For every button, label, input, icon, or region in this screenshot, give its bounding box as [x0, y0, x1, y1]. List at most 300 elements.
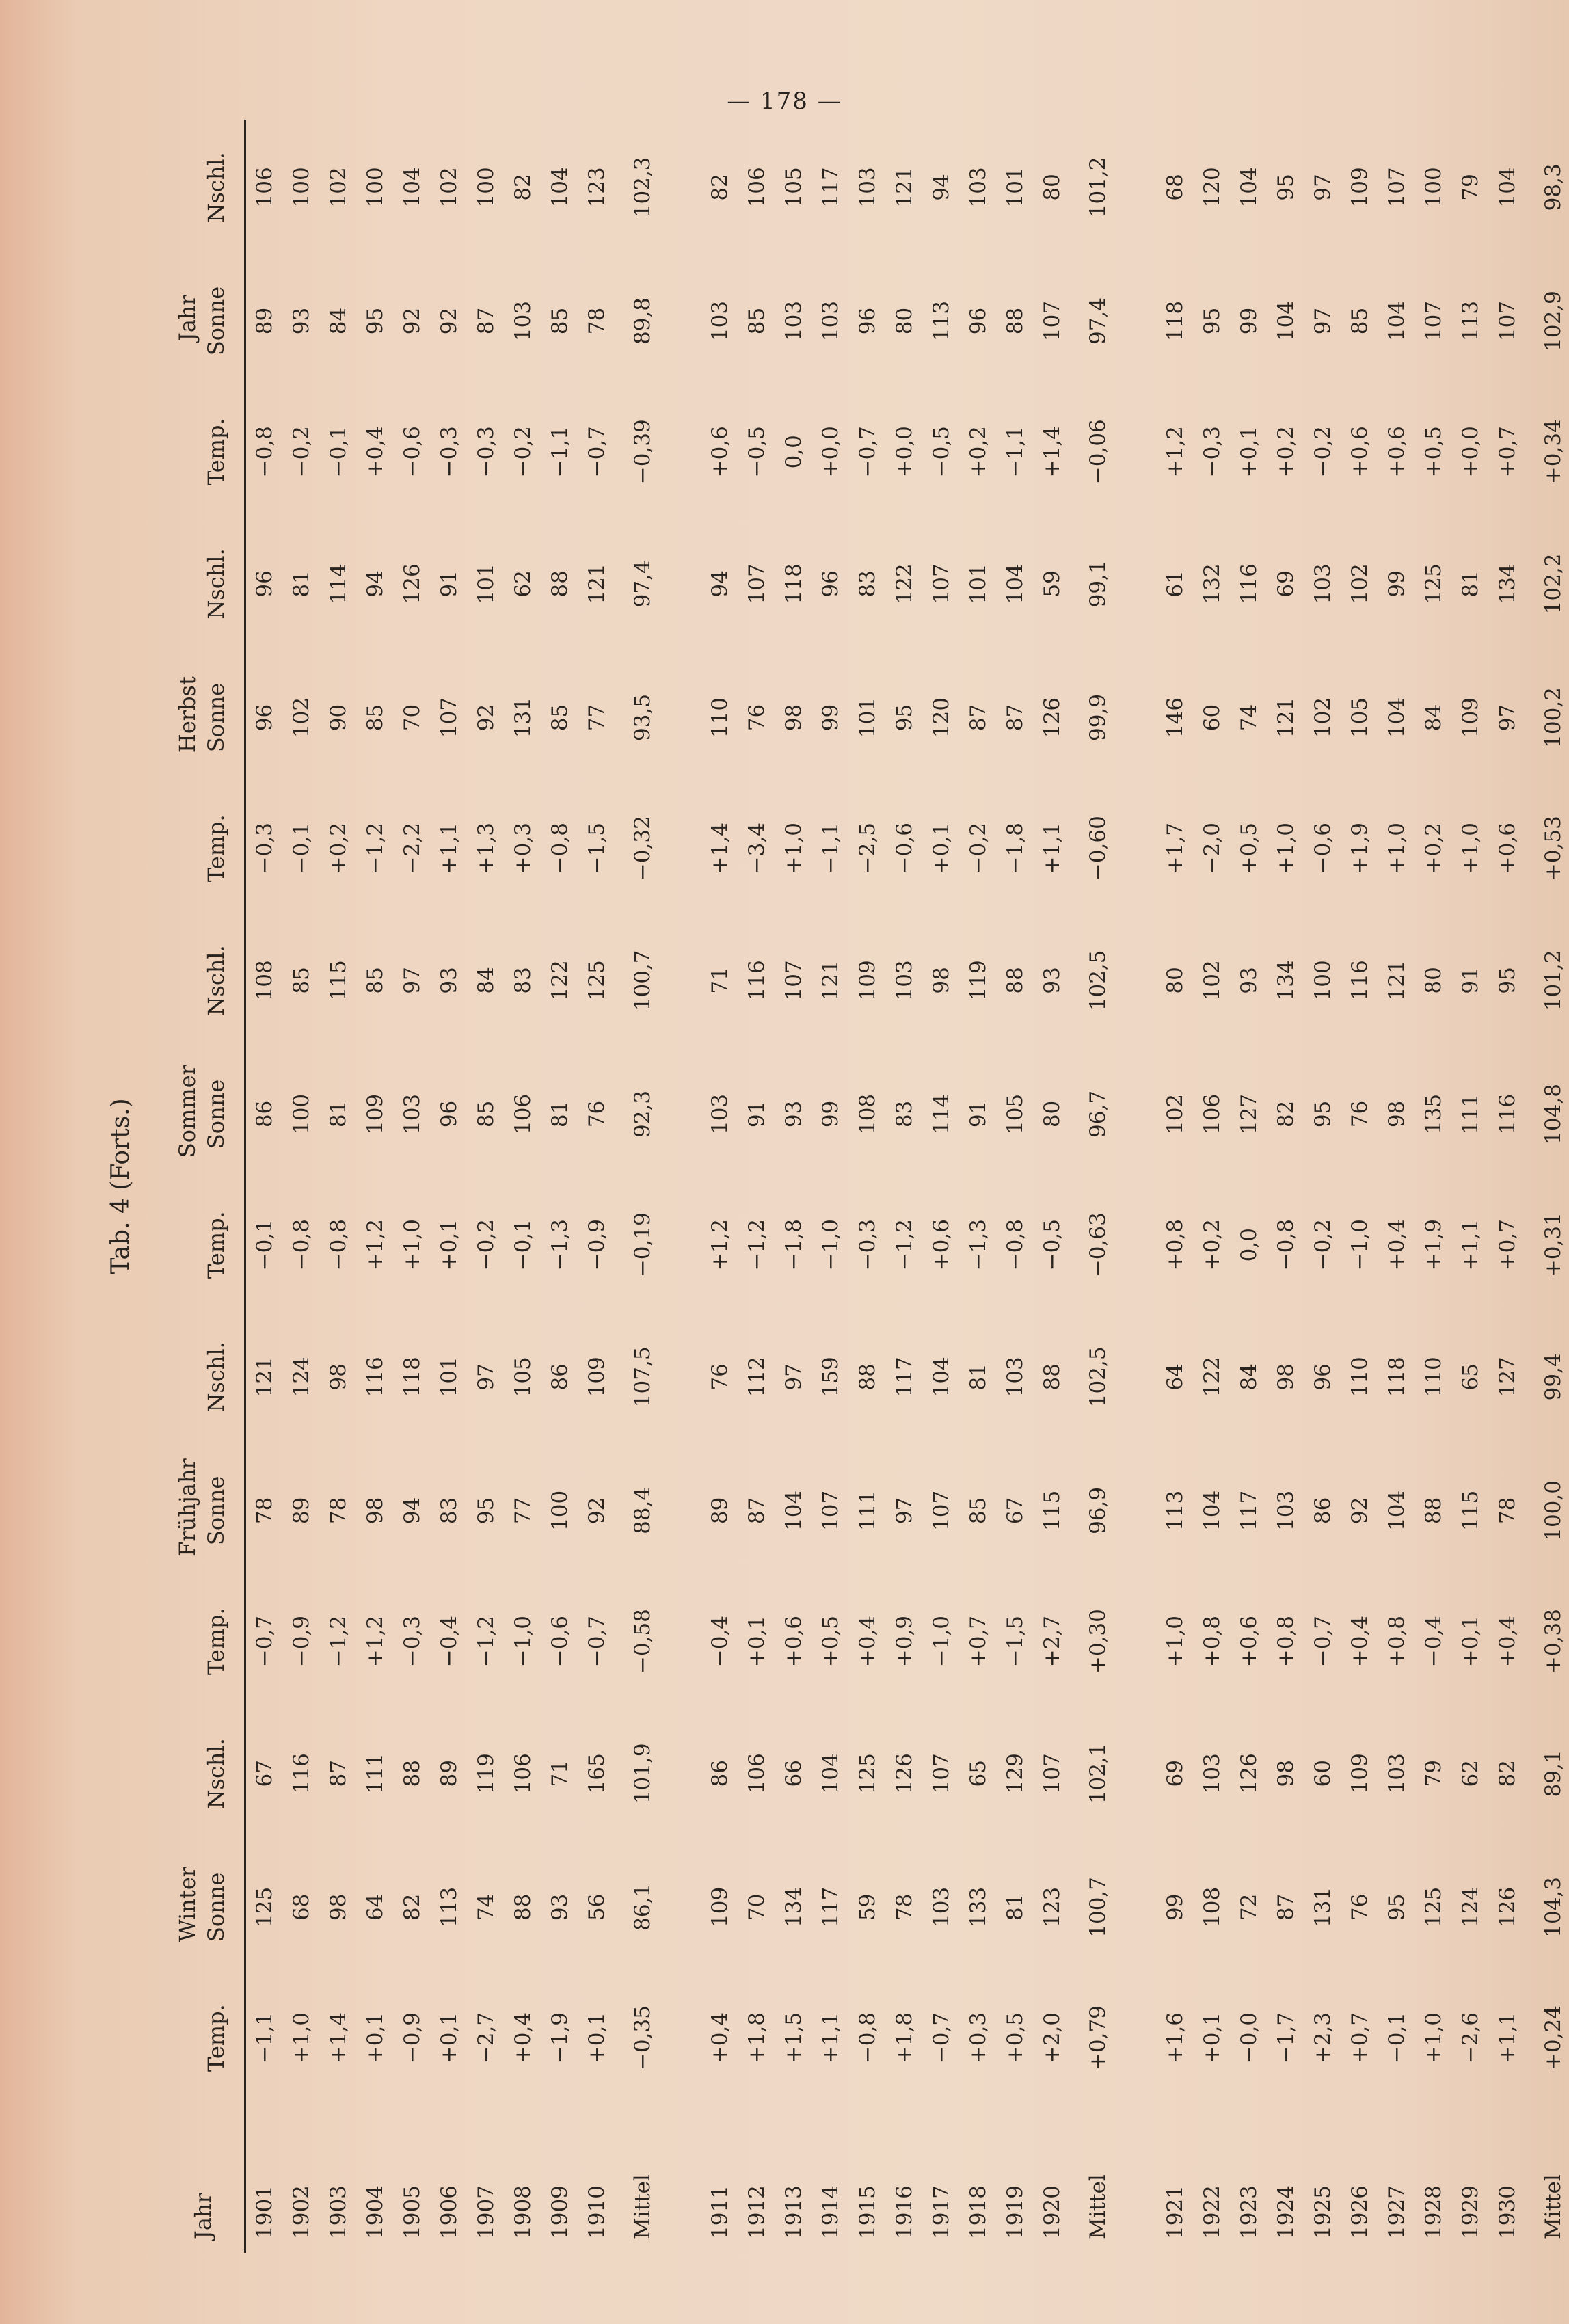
sub-header-cell: Temp.	[203, 2004, 229, 2072]
value-cell: +0,8	[1200, 1616, 1224, 1668]
table-row	[1378, 120, 1415, 2253]
value-cell: +0,0	[818, 426, 843, 478]
year-cell: 1926	[1347, 2185, 1372, 2239]
value-cell: 101	[474, 563, 498, 604]
value-cell: −1,0	[929, 1616, 954, 1668]
value-cell: 86,1	[630, 1883, 655, 1931]
value-cell: +0,5	[1421, 426, 1446, 478]
value-cell: +1,6	[1163, 2012, 1188, 2064]
value-cell: +1,0	[289, 2012, 314, 2064]
value-cell: −0,3	[437, 426, 461, 478]
value-cell: 98	[1274, 1363, 1298, 1391]
value-cell: 89,8	[630, 297, 655, 345]
value-cell: −1,2	[892, 1219, 917, 1271]
value-cell: −2,2	[400, 823, 425, 874]
value-cell: 95	[1274, 174, 1298, 201]
value-cell: 102,5	[1086, 1346, 1110, 1408]
value-cell: 88	[511, 1893, 535, 1921]
value-cell: 96	[855, 307, 880, 335]
value-cell: −0,5	[929, 426, 954, 478]
table-row	[849, 120, 886, 2253]
value-cell: 97	[1311, 307, 1335, 335]
value-cell: 119	[966, 960, 991, 1001]
value-cell: +1,0	[1384, 823, 1409, 874]
value-cell: 85	[966, 1497, 991, 1525]
value-cell: −1,1	[252, 2012, 277, 2064]
value-cell: 126	[1040, 697, 1064, 738]
value-cell: 93	[289, 307, 314, 335]
value-cell: 59	[855, 1893, 880, 1921]
value-cell: 125	[585, 960, 609, 1001]
value-cell: 116	[1347, 960, 1372, 1001]
value-cell: 0,0	[1237, 1228, 1261, 1262]
table-row	[1304, 120, 1341, 2253]
value-cell: −0,1	[1384, 2012, 1409, 2064]
value-cell: +0,5	[818, 1616, 843, 1668]
value-cell: 123	[585, 167, 609, 208]
value-cell: 127	[1495, 1357, 1520, 1398]
table-row	[997, 120, 1034, 2253]
value-cell: 83	[855, 570, 880, 598]
year-cell: 1911	[708, 2185, 732, 2239]
value-cell: 93	[781, 1100, 806, 1128]
value-cell: +0,5	[1237, 823, 1261, 874]
value-cell: 113	[929, 300, 954, 342]
value-cell: 82	[400, 1893, 425, 1921]
value-cell: −0,1	[289, 823, 314, 874]
value-cell: 121	[585, 563, 609, 604]
value-cell: 62	[511, 570, 535, 598]
value-cell: 104	[400, 167, 425, 208]
value-cell: 76	[1347, 1893, 1372, 1921]
value-cell: 83	[511, 967, 535, 994]
value-cell: +1,1	[437, 823, 461, 874]
value-cell: −0,32	[630, 816, 655, 881]
spacer-row	[1125, 120, 1157, 2253]
table-row	[701, 120, 738, 2253]
value-cell: 125	[1421, 1886, 1446, 1927]
value-cell: +0,1	[437, 1219, 461, 1271]
value-cell: +0,4	[511, 2012, 535, 2064]
mean-row	[1526, 120, 1569, 2253]
value-cell: −1,5	[585, 823, 609, 874]
value-cell: 122	[892, 563, 917, 604]
value-cell: 79	[1421, 1760, 1446, 1787]
value-cell: 115	[1040, 1490, 1064, 1531]
value-cell: 81	[326, 1100, 351, 1128]
mean-row	[1071, 120, 1125, 2253]
value-cell: 95	[892, 704, 917, 732]
year-cell: 1918	[966, 2185, 991, 2239]
value-cell: +0,7	[1495, 1219, 1520, 1271]
table-row	[886, 120, 923, 2253]
value-cell: 98	[326, 1363, 351, 1391]
sub-header-cell: Nschl.	[203, 945, 229, 1016]
sub-header-cell: Nschl.	[203, 548, 229, 619]
value-cell: 104	[1003, 563, 1028, 604]
value-cell: +1,2	[708, 1219, 732, 1271]
value-cell: 110	[1347, 1357, 1372, 1398]
value-cell: 132	[1200, 563, 1224, 604]
value-cell: 65	[1458, 1363, 1483, 1391]
table-caption: Tab. 4 (Forts.)	[107, 1098, 135, 1274]
value-cell: 80	[1421, 967, 1446, 994]
value-cell: 87	[1274, 1893, 1298, 1921]
value-cell: −2,6	[1458, 2012, 1483, 2064]
value-cell: 102	[289, 697, 314, 738]
value-cell: +0,8	[1384, 1616, 1409, 1668]
value-cell: 81	[966, 1363, 991, 1391]
value-cell: 80	[892, 307, 917, 335]
year-column-header: Jahr	[190, 2193, 216, 2239]
value-cell: −1,3	[548, 1219, 572, 1271]
value-cell: 131	[1311, 1886, 1335, 1927]
value-cell: +0,1	[363, 2012, 388, 2064]
year-cell: 1904	[363, 2185, 388, 2239]
value-cell: +1,8	[892, 2012, 917, 2064]
value-cell: +0,30	[1086, 1609, 1110, 1674]
value-cell: −0,8	[1003, 1219, 1028, 1271]
value-cell: 86	[708, 1760, 732, 1787]
value-cell: 104	[1384, 1490, 1409, 1531]
value-cell: −1,2	[363, 823, 388, 874]
value-cell: +0,1	[929, 823, 954, 874]
value-cell: 94	[363, 570, 388, 598]
value-cell: 97	[474, 1363, 498, 1391]
value-cell: 74	[474, 1893, 498, 1921]
value-cell: 83	[892, 1100, 917, 1128]
value-cell: 96	[252, 570, 277, 598]
table-row	[320, 120, 357, 2253]
year-cell: 1929	[1458, 2185, 1483, 2239]
value-cell: 92	[400, 307, 425, 335]
value-cell: 106	[745, 1753, 769, 1794]
year-cell: 1921	[1163, 2185, 1188, 2239]
sub-header-cell: Temp.	[203, 1607, 229, 1676]
value-cell: 81	[548, 1100, 572, 1128]
value-cell: 117	[818, 1886, 843, 1927]
value-cell: +1,2	[363, 1219, 388, 1271]
value-cell: 89	[289, 1497, 314, 1525]
value-cell: 59	[1040, 570, 1064, 598]
value-cell: 85	[289, 967, 314, 994]
value-cell: 99,4	[1541, 1353, 1566, 1401]
value-cell: 122	[1200, 1357, 1224, 1398]
year-cell: 1930	[1495, 2185, 1520, 2239]
year-cell: 1908	[511, 2185, 535, 2239]
value-cell: 82	[708, 174, 732, 201]
value-cell: +0,1	[1458, 1616, 1483, 1668]
value-cell: 93	[548, 1893, 572, 1921]
value-cell: 70	[400, 704, 425, 732]
table-row	[578, 120, 615, 2253]
value-cell: +2,0	[1040, 2012, 1064, 2064]
value-cell: 77	[511, 1497, 535, 1525]
value-cell: 104	[1384, 697, 1409, 738]
table-row	[1268, 120, 1304, 2253]
value-cell: 97	[892, 1497, 917, 1525]
value-cell: 85	[363, 704, 388, 732]
value-cell: 96,9	[1086, 1486, 1110, 1534]
value-cell: 107	[1384, 167, 1409, 208]
value-cell: 97	[781, 1363, 806, 1391]
value-cell: 95	[474, 1497, 498, 1525]
value-cell: 107	[437, 697, 461, 738]
value-cell: 89	[437, 1760, 461, 1787]
value-cell: +0,4	[363, 426, 388, 478]
value-cell: 88	[1003, 967, 1028, 994]
value-cell: 101	[966, 563, 991, 604]
value-cell: −0,2	[966, 823, 991, 874]
value-cell: 95	[363, 307, 388, 335]
value-cell: +0,0	[892, 426, 917, 478]
rotated-table-area	[100, 120, 1566, 2253]
climate-table	[162, 120, 1569, 2253]
value-cell: 89,1	[1541, 1750, 1566, 1798]
value-cell: −0,2	[474, 1219, 498, 1271]
year-cell: 1902	[289, 2185, 314, 2239]
value-cell: 104	[1384, 300, 1409, 342]
year-cell: 1915	[855, 2185, 880, 2239]
table-body	[245, 120, 1569, 2253]
value-cell: 108	[855, 1093, 880, 1135]
sub-header-cell: Nschl.	[203, 152, 229, 223]
value-cell: 65	[966, 1760, 991, 1787]
value-cell: 95	[1200, 307, 1224, 335]
value-cell: −1,7	[1274, 2012, 1298, 2064]
value-cell: 98	[326, 1893, 351, 1921]
value-cell: −1,2	[474, 1616, 498, 1668]
value-cell: 78	[585, 307, 609, 335]
value-cell: 104	[818, 1753, 843, 1794]
value-cell: 107,5	[630, 1346, 655, 1408]
value-cell: 93	[437, 967, 461, 994]
value-cell: +1,1	[1040, 823, 1064, 874]
value-cell: 106	[1200, 1093, 1224, 1135]
value-cell: 117	[892, 1357, 917, 1398]
value-cell: 92	[1347, 1497, 1372, 1525]
value-cell: −1,2	[326, 1616, 351, 1668]
value-cell: 84	[474, 967, 498, 994]
value-cell: 88,4	[630, 1486, 655, 1534]
value-cell: 97	[400, 967, 425, 994]
value-cell: 105	[1003, 1093, 1028, 1135]
value-cell: −1,0	[818, 1219, 843, 1271]
value-cell: −0,19	[630, 1212, 655, 1278]
value-cell: 108	[1200, 1886, 1224, 1927]
value-cell: 118	[781, 563, 806, 604]
value-cell: −0,4	[708, 1616, 732, 1668]
value-cell: −0,7	[929, 2012, 954, 2064]
value-cell: 103	[1384, 1753, 1409, 1794]
value-cell: +1,0	[1458, 823, 1483, 874]
year-cell: Mittel	[1086, 2174, 1110, 2239]
value-cell: 94	[400, 1497, 425, 1525]
value-cell: 82	[1495, 1760, 1520, 1787]
value-cell: 89	[252, 307, 277, 335]
value-cell: −0,5	[1040, 1219, 1064, 1271]
value-cell: 103	[929, 1886, 954, 1927]
value-cell: 100	[548, 1490, 572, 1531]
value-cell: −1,9	[548, 2012, 572, 2064]
value-cell: 64	[1163, 1363, 1188, 1391]
value-cell: −1,8	[781, 1219, 806, 1271]
group-header-sommer: Sommer	[174, 1065, 200, 1158]
sub-header-cell: Nschl.	[203, 1341, 229, 1413]
value-cell: −0,8	[1274, 1219, 1298, 1271]
value-cell: 106	[745, 167, 769, 208]
value-cell: +0,8	[1274, 1616, 1298, 1668]
value-cell: 90	[326, 704, 351, 732]
value-cell: 113	[1163, 1490, 1188, 1531]
value-cell: 159	[818, 1357, 843, 1398]
value-cell: 91	[1458, 967, 1483, 994]
value-cell: −2,0	[1200, 823, 1224, 874]
value-cell: −0,7	[855, 426, 880, 478]
value-cell: 129	[1003, 1753, 1028, 1794]
year-cell: 1917	[929, 2185, 954, 2239]
value-cell: 116	[289, 1753, 314, 1794]
value-cell: 110	[708, 697, 732, 738]
value-cell: 68	[289, 1893, 314, 1921]
value-cell: 131	[511, 697, 535, 738]
value-cell: −0,2	[511, 426, 535, 478]
value-cell: −0,2	[1311, 426, 1335, 478]
value-cell: +1,4	[326, 2012, 351, 2064]
value-cell: 68	[1163, 174, 1188, 201]
value-cell: 66	[781, 1760, 806, 1787]
value-cell: 85	[548, 704, 572, 732]
value-cell: 101	[1003, 167, 1028, 208]
value-cell: −0,6	[892, 823, 917, 874]
value-cell: 78	[1495, 1497, 1520, 1525]
value-cell: +0,1	[437, 2012, 461, 2064]
value-cell: 101,2	[1086, 157, 1110, 218]
value-cell: +0,79	[1086, 2005, 1110, 2071]
value-cell: 82	[1274, 1100, 1298, 1128]
value-cell: 87	[745, 1497, 769, 1525]
value-cell: 78	[326, 1497, 351, 1525]
value-cell: 103	[818, 300, 843, 342]
value-cell: +0,6	[929, 1219, 954, 1271]
value-cell: 96	[437, 1100, 461, 1128]
year-cell: 1909	[548, 2185, 572, 2239]
value-cell: 104	[929, 1357, 954, 1398]
year-cell: 1925	[1311, 2185, 1335, 2239]
value-cell: +0,2	[966, 426, 991, 478]
value-cell: −0,7	[252, 1616, 277, 1668]
value-cell: +0,31	[1541, 1212, 1566, 1278]
value-cell: 99	[818, 1100, 843, 1128]
value-cell: +1,0	[400, 1219, 425, 1271]
value-cell: 93	[1237, 967, 1261, 994]
sub-header-cell: Sonne	[203, 1079, 229, 1149]
value-cell: +0,6	[708, 426, 732, 478]
table-row	[960, 120, 997, 2253]
value-cell: 99	[818, 704, 843, 732]
value-cell: 99	[1384, 570, 1409, 598]
value-cell: 105	[511, 1357, 535, 1398]
value-cell: 76	[585, 1100, 609, 1128]
value-cell: 98	[363, 1497, 388, 1525]
value-cell: 91	[966, 1100, 991, 1128]
value-cell: +0,4	[1495, 1616, 1520, 1668]
value-cell: 104	[1237, 167, 1261, 208]
table-row	[1231, 120, 1268, 2253]
value-cell: 101	[437, 1357, 461, 1398]
value-cell: 111	[1458, 1093, 1483, 1135]
value-cell: 86	[548, 1363, 572, 1391]
year-cell: 1919	[1003, 2185, 1028, 2239]
value-cell: −0,60	[1086, 816, 1110, 881]
table-row	[431, 120, 468, 2253]
value-cell: 98	[781, 704, 806, 732]
value-cell: +0,4	[1347, 1616, 1372, 1668]
value-cell: −1,2	[745, 1219, 769, 1271]
value-cell: 88	[1040, 1363, 1064, 1391]
value-cell: 102,2	[1541, 553, 1566, 615]
value-cell: 109	[1347, 1753, 1372, 1794]
value-cell: +0,1	[745, 1616, 769, 1668]
value-cell: +0,6	[1384, 426, 1409, 478]
year-cell: Mittel	[630, 2174, 655, 2239]
value-cell: 92	[585, 1497, 609, 1525]
value-cell: +1,1	[1458, 1219, 1483, 1271]
table-row	[1034, 120, 1071, 2253]
value-cell: 102,1	[1086, 1743, 1110, 1804]
value-cell: 71	[548, 1760, 572, 1787]
value-cell: +0,6	[1347, 426, 1372, 478]
value-cell: 100,7	[630, 950, 655, 1011]
value-cell: −2,5	[855, 823, 880, 874]
value-cell: 69	[1274, 570, 1298, 598]
value-cell: −0,8	[855, 2012, 880, 2064]
value-cell: +0,4	[1384, 1219, 1409, 1271]
value-cell: +0,9	[892, 1616, 917, 1668]
value-cell: 81	[1458, 570, 1483, 598]
value-cell: 78	[892, 1893, 917, 1921]
value-cell: 103	[781, 300, 806, 342]
value-cell: −0,8	[548, 823, 572, 874]
value-cell: 56	[585, 1893, 609, 1921]
value-cell: −0,6	[400, 426, 425, 478]
value-cell: 98	[929, 967, 954, 994]
value-cell: +1,7	[1163, 823, 1188, 874]
value-cell: 87	[1003, 704, 1028, 732]
value-cell: 116	[745, 960, 769, 1001]
value-cell: 92	[474, 704, 498, 732]
value-cell: +2,3	[1311, 2012, 1335, 2064]
value-cell: 97	[1495, 704, 1520, 732]
value-cell: 97,4	[630, 560, 655, 608]
year-cell: 1928	[1421, 2185, 1446, 2239]
value-cell: 96	[252, 704, 277, 732]
value-cell: −1,0	[511, 1616, 535, 1668]
group-header-winter: Winter	[174, 1866, 200, 1942]
value-cell: 79	[1458, 174, 1483, 201]
value-cell: 102	[437, 167, 461, 208]
value-cell: 85	[474, 1100, 498, 1128]
value-cell: −0,3	[252, 823, 277, 874]
value-cell: −0,39	[630, 419, 655, 485]
value-cell: 101	[855, 697, 880, 738]
value-cell: +0,1	[1237, 426, 1261, 478]
value-cell: 104,3	[1541, 1877, 1566, 1938]
value-cell: −0,9	[400, 2012, 425, 2064]
year-cell: 1901	[252, 2185, 277, 2239]
sub-header-row	[200, 120, 244, 2253]
value-cell: 113	[437, 1886, 461, 1927]
